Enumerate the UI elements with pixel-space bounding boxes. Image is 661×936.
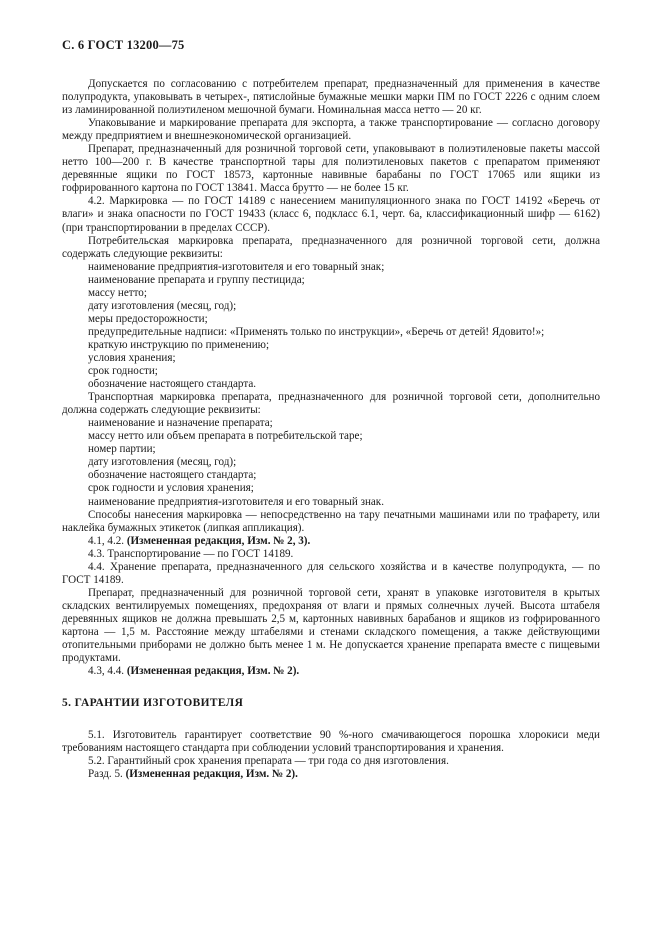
paragraph-transport-marking: Транспортная маркировка препарата, предназначенного для розничной торговой сети, дополнительно должна содержать следующие реквизиты: (62, 391, 600, 417)
list-item: срок годности; (88, 365, 158, 378)
section-5-title: 5. ГАРАНТИИ ИЗГОТОВИТЕЛЯ (62, 697, 244, 710)
amendment-prefix: Разд. 5. (88, 768, 123, 781)
paragraph-export: Упаковывание и маркирование препарата для экспорта, а также транспортирование — согласно договору между предприятием и внешнеэкономической организацией. (62, 117, 600, 143)
amendment-prefix: 4.1, 4.2. (88, 534, 125, 547)
amendment-note-4-1-4-2 (62, 535, 600, 548)
list-item: наименование и назначение препарата; (88, 417, 273, 430)
list-item: массу нетто; (88, 286, 147, 299)
amendment-text: (Измененная редакция, Изм. № 2). (125, 768, 298, 781)
paragraph-retail-storage: Препарат, предназначенный для розничной торговой сети, хранят в упаковке изготовителя в крытых складских вентилируемых помещениях, предохраняя от влаги и прямых солнечных лучей. Высота штабеля деревянных ящиков не должна превышать 2,5 м, картонных навивных барабанов и ящиков из гофрированного картона — 1,5 м. Расстояние между штабелями и стенами складского помещения, а также действующими отопительными приборами не должно быть менее 1 м. Не допускается хранение препарата вместе с пищевыми продуктами. (62, 586, 600, 665)
paragraph-marking-methods: Способы нанесения маркировка — непосредственно на тару печатными машинами или по трафарету, или наклейка бумажных этикеток (липкая аппликация). (62, 508, 600, 534)
paragraph-packaging-semiproduct: Допускается по согласованию с потребителем препарат, предназначенный для применения в качестве полупродукта, упаковывать в четырех-, пятислойные бумажные мешки марки ПМ по ГОСТ 2226 с одним слоем из ламинированной полиэтиленом мешочной бумаги. Номинальная масса нетто — 20 кг. (62, 78, 600, 117)
paragraph-consumer-marking: Потребительская маркировка препарата, предназначенного для розничной торговой сети, должна содержать следующие реквизиты: (62, 234, 600, 260)
list-item: условия хранения; (88, 351, 176, 364)
amendment-text: (Измененная редакция, Изм. № 2, 3). (126, 534, 311, 547)
amendment-prefix: 4.3, 4.4. (88, 665, 125, 678)
paragraph-4-4-storage: 4.4. Хранение препарата, предназначенного для сельского хозяйства и в качестве полупродукта, — по ГОСТ 14189. (62, 560, 600, 586)
amendment-text: (Измененная редакция, Изм. № 2). (126, 665, 300, 678)
paragraph-5-2-shelf-life: 5.2. Гарантийный срок хранения препарата — три года со дня изготовления. (88, 755, 449, 768)
list-item: обозначение настоящего стандарта; (88, 469, 257, 482)
paragraph-retail-packaging: Препарат, предназначенный для розничной торговой сети, упаковывают в полиэтиленовые пакеты массой нетто 100—200 г. В качестве транспортной тары для полиэтиленовых пакетов с препаратом применяют деревянные ящики по ГОСТ 18573, картонные навивные барабаны по ГОСТ 17065 или ящики из гофрированного картона по ГОСТ 13841. Масса брутто — не более 15 кг. (62, 143, 600, 195)
amendment-note-4-3-4-4 (62, 665, 600, 678)
list-item: наименование предприятия-изготовителя и его товарный знак. (88, 495, 384, 508)
document-body (62, 78, 600, 781)
list-item: меры предосторожности; (88, 312, 208, 325)
list-item: обозначение настоящего стандарта. (88, 378, 257, 391)
list-item: предупредительные надписи: «Применять только по инструкции», «Беречь от детей! Ядовито!»; (88, 325, 545, 338)
amendment-note-section-5 (62, 768, 600, 781)
list-item: краткую инструкцию по применению; (88, 338, 270, 351)
list-item: дату изготовления (месяц, год); (88, 456, 237, 469)
page-header: С. 6 ГОСТ 13200—75 (62, 38, 185, 52)
paragraph-4-2-marking: 4.2. Маркировка — по ГОСТ 14189 с нанесением манипуляционного знака по ГОСТ 14192 «Беречь от влаги» и знака опасности по ГОСТ 19433 (класс 6, подкласс 6.1, черт. 6а, классификационный шифр — 6162) (при транспортировании в пределах СССР). (62, 195, 600, 234)
paragraph-4-3-transport: 4.3. Транспортирование — по ГОСТ 14189. (88, 547, 294, 560)
paragraph-5-1-guarantee: 5.1. Изготовитель гарантирует соответствие 90 %-ного смачивающегося порошка хлорокиси меди требованиям настоящего стандарта при соблюдении условий транспортирования и хранения. (62, 729, 600, 755)
list-item: наименование препарата и группу пестицида; (88, 273, 305, 286)
list-item: дату изготовления (месяц, год); (88, 299, 237, 312)
list-item: массу нетто или объем препарата в потребительской таре; (88, 430, 363, 443)
list-item: наименование предприятия-изготовителя и его товарный знак; (88, 260, 385, 273)
list-item: номер партии; (88, 443, 156, 456)
list-item: срок годности и условия хранения; (88, 482, 254, 495)
